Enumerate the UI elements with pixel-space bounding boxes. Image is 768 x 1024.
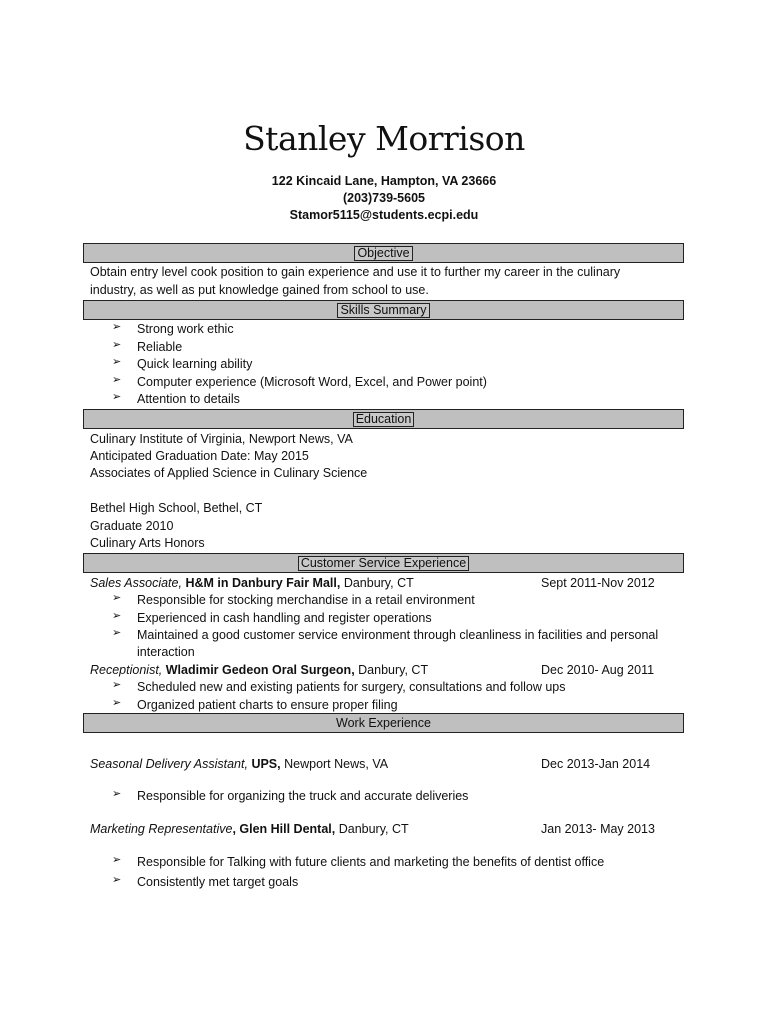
job-dates: Dec 2010- Aug 2011	[541, 663, 655, 677]
job-heading	[90, 664, 428, 677]
work-experience-title: Work Experience	[336, 716, 431, 730]
job-location: Danbury, CT	[343, 576, 414, 590]
job-role: Seasonal Delivery Assistant,	[90, 757, 248, 771]
job-employer: H&M in Danbury Fair Mall,	[185, 576, 341, 590]
education-title: Education	[353, 412, 415, 427]
job-location: Danbury, CT	[358, 663, 429, 677]
arrow-bullet-icon: ➢	[112, 610, 122, 622]
contact-address: 122 Kincaid Lane, Hampton, VA 23666	[271, 174, 497, 188]
job-bullet-continuation: interaction	[137, 645, 195, 659]
job-heading	[90, 823, 409, 836]
job-heading	[90, 758, 388, 771]
job-employer: Wladimir Gedeon Oral Surgeon,	[165, 663, 355, 677]
work-experience-header	[83, 713, 684, 733]
arrow-bullet-icon: ➢	[112, 788, 122, 800]
customer-service-title: Customer Service Experience	[298, 556, 469, 571]
education-line: Culinary Institute of Virginia, Newport News, VA	[90, 432, 353, 446]
education-header	[83, 409, 684, 429]
job-dates: Jan 2013- May 2013	[541, 822, 655, 836]
arrow-bullet-icon: ➢	[112, 627, 122, 639]
arrow-bullet-icon: ➢	[112, 321, 122, 333]
skills-header	[83, 300, 684, 320]
arrow-bullet-icon: ➢	[112, 374, 122, 386]
education-line: Culinary Arts Honors	[90, 536, 205, 550]
job-employer: UPS,	[251, 757, 281, 771]
objective-line-1: Obtain entry level cook position to gain experience and use it to further my career in the culinary	[90, 265, 621, 279]
arrow-bullet-icon: ➢	[112, 874, 122, 886]
education-line: Associates of Applied Science in Culinary Science	[90, 466, 368, 480]
resume-name: Stanley Morrison	[243, 119, 525, 158]
job-heading	[90, 577, 414, 590]
education-line: Bethel High School, Bethel, CT	[90, 501, 263, 515]
contact-email: Stamor5115@students.ecpi.edu	[289, 208, 479, 222]
education-line: Graduate 2010	[90, 519, 174, 533]
job-role: Marketing Representative	[90, 822, 233, 836]
objective-title: Objective	[354, 246, 412, 261]
job-employer: , Glen Hill Dental,	[232, 822, 336, 836]
customer-service-header	[83, 553, 684, 573]
job-role: Receptionist,	[90, 663, 163, 677]
skills-title: Skills Summary	[337, 303, 429, 318]
job-dates: Dec 2013-Jan 2014	[541, 757, 651, 771]
arrow-bullet-icon: ➢	[112, 592, 122, 604]
resume-page: Stanley Morrison 122 Kincaid Lane, Hampton, VA 23666 (203)739-5605 Stamor5115@students.ecpi.edu Objective Obtain entry level cook position to gain experience and use it to further my career in the culinary industry, as well as put knowledge gained from school to use. Skills Summary ➢ Strong work ethic ➢ Reliable ➢ Quick learning ability ➢ Computer experience (Microsoft Word, Excel, and Power point) ➢ Attention to details Education Culinary Institute of Virginia, Newport News, VA Anticipated Graduation Date: May 2015 Associates of Applied Science in Culinary Science Bethel High School, Bethel, CT Graduate 2010 Culinary Arts Honors Customer Service Experience Sales Associate, H&M in Danbury Fair Mall, Danbury, CT Sept 2011-Nov 2012 ➢ Responsible for stocking merchandise in a retail environment ➢ Experienced in cash handling and register operations ➢ Maintained a good customer service environment through cleanliness in facilities and personal interaction Receptionist, Wladimir Gedeon Oral Surgeon, Danbury, CT Dec 2010- Aug 2011 ➢ Scheduled new and existing patients for surgery, consultations and follow ups ➢ Organized patient charts to ensure proper filing Work Experience Seasonal Delivery Assistant, UPS, Newport News, VA Dec 2013-Jan 2014 ➢ Responsible for organizing the truck and accurate deliveries Marketing Representative, Glen Hill Dental, Danbury, CT Jan 2013- May 2013 ➢ Responsible for Talking with future clients and marketing the benefits of dentist office ➢ Consistently met target goals	[0, 0, 768, 1024]
arrow-bullet-icon: ➢	[112, 391, 122, 403]
education-line: Anticipated Graduation Date: May 2015	[90, 449, 309, 463]
job-dates: Sept 2011-Nov 2012	[541, 576, 655, 590]
objective-header	[83, 243, 684, 263]
job-location: Danbury, CT	[338, 822, 409, 836]
arrow-bullet-icon: ➢	[112, 356, 122, 368]
arrow-bullet-icon: ➢	[112, 854, 122, 866]
job-location: Newport News, VA	[284, 757, 389, 771]
arrow-bullet-icon: ➢	[112, 697, 122, 709]
objective-line-2: industry, as well as put knowledge gained from school to use.	[90, 283, 429, 297]
contact-phone: (203)739-5605	[342, 191, 425, 205]
arrow-bullet-icon: ➢	[112, 679, 122, 691]
arrow-bullet-icon: ➢	[112, 339, 122, 351]
job-role: Sales Associate,	[90, 576, 182, 590]
